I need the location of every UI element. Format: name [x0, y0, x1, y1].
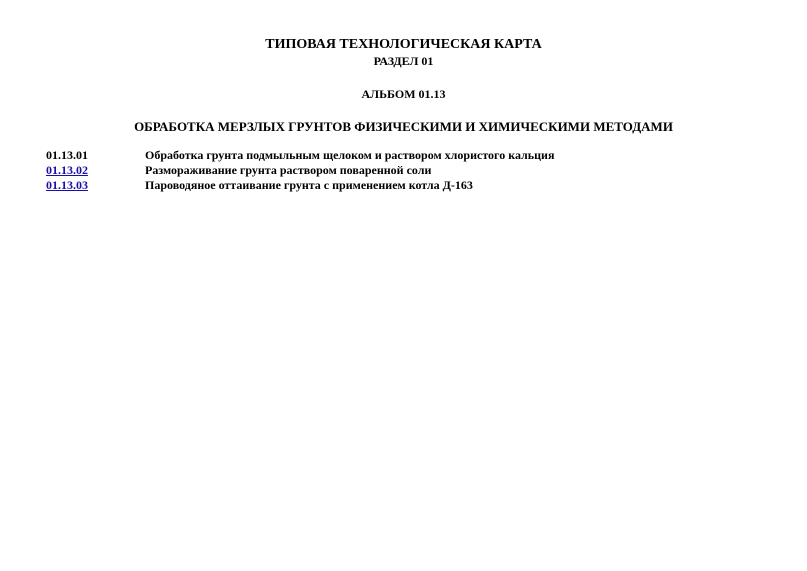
toc-title: Пароводяное оттаивание грунта с применением котла Д-163 [145, 178, 473, 192]
document-title: ТИПОВАЯ ТЕХНОЛОГИЧЕСКАЯ КАРТА [265, 37, 542, 52]
album-heading: АЛЬБОМ 01.13 [361, 87, 446, 101]
toc-row-01-13-02 [46, 163, 766, 178]
toc-code: 01.13.01 [46, 148, 88, 162]
toc-row-01-13-01 [46, 148, 766, 163]
toc-link-01-13-02[interactable]: 01.13.02 [46, 163, 88, 177]
subject-heading: ОБРАБОТКА МЕРЗЛЫХ ГРУНТОВ ФИЗИЧЕСКИМИ И ХИМИЧЕСКИМИ МЕТОДАМИ [134, 119, 673, 134]
toc-title: Обработка грунта подмыльным щелоком и раствором хлористого кальция [145, 148, 555, 162]
section-heading: РАЗДЕЛ 01 [373, 54, 434, 68]
toc-title: Размораживание грунта раствором поваренной соли [145, 163, 432, 177]
table-of-contents [46, 148, 766, 193]
toc-link-01-13-03[interactable]: 01.13.03 [46, 178, 88, 192]
toc-row-01-13-03 [46, 178, 766, 193]
